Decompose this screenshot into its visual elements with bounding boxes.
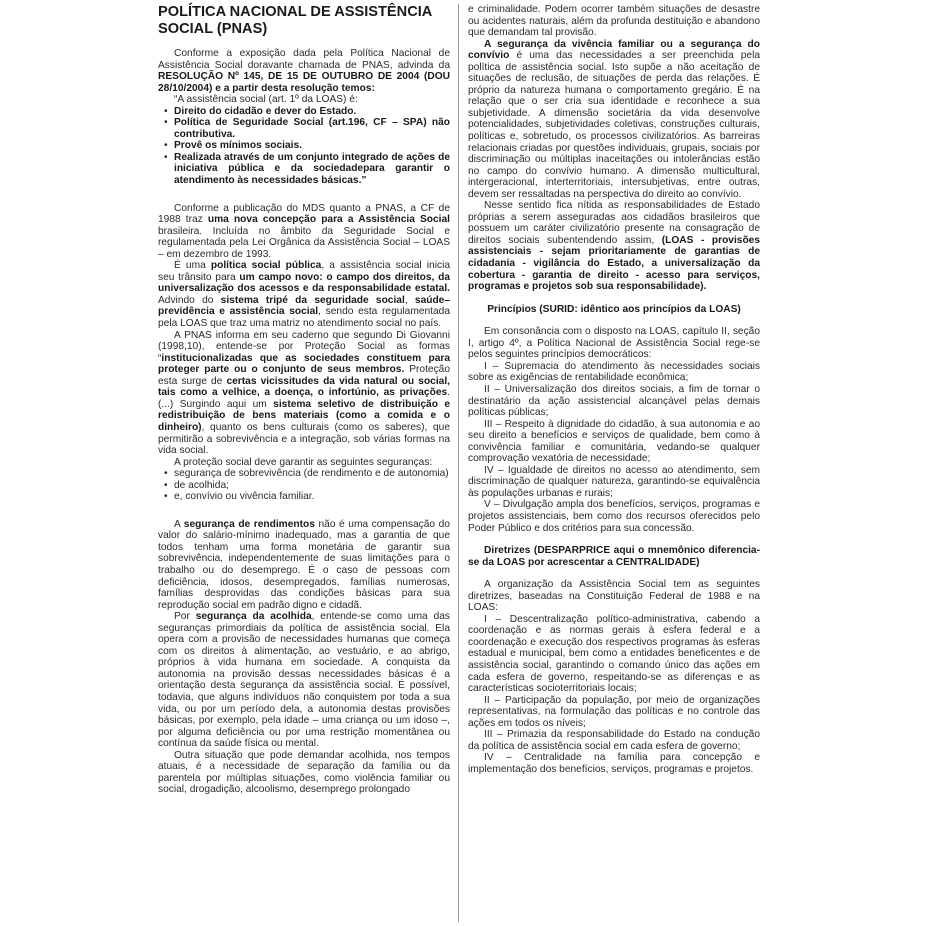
- quote-item: • Política de Seguridade Social (art.196, CF – SPA) não contributiva.: [174, 117, 450, 140]
- diretriz-item: I – Descentralização político-administrativa, cabendo a coordenação e as normas gerais à esfera federal e a coordenação e execução dos respectivos programas às esferas estadual e municipal, bem como a entidades beneficentes e de assistência social, garantindo o comando único das ações em cada esfera de governo, respeitando-se as diferenças e as características socioterritoriais locais;: [468, 613, 760, 695]
- paragraph-politica-publica: É uma política social pública, a assistência social inicia seu trânsito para um campo novo: o campo dos direitos, da universalização dos acessos e da responsabilidade estatal. Advindo do sistema tripé da seguridade social, saúde–previdência e assistência social, sendo esta regulamentada pela LOAS que traz uma matriz no atendimento social no país.: [158, 260, 451, 330]
- intro-paragraph: [158, 48, 450, 94]
- paragraph-diretrizes-intro: A organização da Assistência Social tem as seguintes diretrizes, baseadas na Constituição Federal de 1988 e na LOAS:: [468, 579, 760, 614]
- heading-principios: Princípios (SURID: idêntico aos princípios da LOAS): [487, 303, 741, 315]
- paragraph-criminalidade: e criminalidade. Podem ocorrer também situações de desastre ou acidentes naturais, além da profunda destituição e abandono que demandam tal provisão.: [468, 4, 760, 39]
- quote-item: • Realizada através de um conjunto integrado de ações de iniciativa pública e da sociedadepara garantir o atendimento às necessidades básicas.”: [174, 152, 450, 187]
- right-column: [468, 4, 760, 775]
- principio-item: IV – Igualdade de direitos no acesso ao atendimento, sem discriminação de qualquer natureza, garantindo-se equivalência às populações urbanas e rurais;: [468, 464, 760, 499]
- segurancas-list: [158, 468, 450, 503]
- paragraph-segurancas: A proteção social deve garantir as seguintes seguranças:: [174, 456, 433, 468]
- heading-diretrizes: Diretrizes (DESPARPRICE aqui o mnemônico diferencia-se da LOAS por acrescentar a CENTRALIDADE): [468, 545, 760, 568]
- paragraph-acolhida: Por segurança da acolhida, entende-se como uma das seguranças primordiais da política de assistência social. Ela opera com a provisão de necessidades humanas que começa com os direitos à alimentação, ao vestuário, e ao abrigo, próprios à vida humana em sociedade. A conquista da autonomia na provisão dessas necessidades básicas é a orientação desta segurança da assistência social. É possível, todavia, que alguns indivíduos não conquistem por toda a sua vida, ou por um período dela, a autonomia destas provisões básicas, por exemplo, pela idade – uma criança ou um idoso –, por alguma deficiência ou por uma restrição momentânea ou contínua da saúde física ou mental.: [158, 611, 450, 750]
- principio-item: II – Universalização dos direitos sociais, a fim de tornar o destinatário da ação assistencial alcançável pelas demais políticas públicas;: [468, 383, 760, 419]
- diretriz-item: IV – Centralidade na família para concepção e implementação dos benefícios, serviços, programas e projetos.: [468, 752, 760, 775]
- quote-item: • Provê os mínimos sociais.: [174, 140, 450, 152]
- document-title: POLÍTICA NACIONAL DE ASSISTÊNCIA SOCIAL (PNAS): [158, 4, 432, 37]
- seguranca-item: • segurança de sobrevivência (de rendimento e de autonomia): [174, 468, 450, 480]
- intro-text: Conforme a exposição dada pela Política Nacional de Assistência Social doravante chamada de PNAS, advinda da: [158, 48, 450, 71]
- principio-item: III – Respeito à dignidade do cidadão, à sua autonomia e ao seu direito a benefícios e serviços de qualidade, bem como à convivência familiar e comunitária, vedando-se qualquer comprovação vexatória de necessidade;: [468, 418, 760, 465]
- diretriz-item: III – Primazia da responsabilidade do Estado na condução da política de assistência social em cada esfera de governo;: [468, 729, 760, 752]
- principio-item: I – Supremacia do atendimento às necessidades sociais sobre as exigências de rentabilidade econômica;: [468, 360, 760, 384]
- paragraph-convivio: A segurança da vivência familiar ou a segurança do convívio é uma das necessidades a ser preenchida pela política de assistência social. Isto supõe a não aceitação de situações de reclusão, de situações de perda das relações. É próprio da natureza humana o comportamento gregário. É na relação que o ser cria sua identidade e reconhece a sua subjetividade. A dimensão societária da vida desenvolve potencialidades, subjetividades coletivas, construções culturais, políticas e, sobretudo, os processos civilizatórios. As barreiras relacionais criadas por questões individuais, grupais, sociais por discriminação ou múltiplas inaceitações ou intolerâncias estão no campo do convívio humano. A dimensão multicultural, intergeracional, interterritoriais, intersubjetivas, entre outras, devem ser ressaltadas na perspectiva do direito ao convívio.: [468, 38, 760, 200]
- resolution-reference: RESOLUÇÃO Nº 145, DE 15 DE OUTUBRO DE 2004 (DOU 28/10/2004) e a partir desta resolução temos:: [158, 71, 450, 94]
- quote-item: • Direito do cidadão e dever do Estado.: [174, 106, 450, 118]
- quote-intro: “A assistência social (art. 1º da LOAS) é:: [174, 94, 358, 106]
- paragraph-protecao-social: A PNAS informa em seu caderno que segundo Di Giovanni (1998,10), entende-se por Proteção Social as formas “institucionalizadas que as sociedades constituem para proteger parte ou o conjunto de seus membros. Proteção esta surge de certas vicissitudes da vida natural ou social, tais como a velhice, a doença, o infortúnio, as privações. (...) Surgindo aqui um sistema seletivo de distribuição e redistribuição de bens materiais (como a comida e o dinheiro), quanto os bens culturais (como os saberes), que permitirão a sobrevivência e a integração, sob várias formas na vida social.: [158, 329, 451, 457]
- paragraph-responsabilidades: Nesse sentido fica nítida as responsabilidades de Estado próprias a serem asseguradas aos cidadãos brasileiros que possuem um caráter civilizatório presente na consagração de direitos sociais subentendendo assim, (LOAS - provisões assistenciais - sejam prioritariamente de garantias de cidadania - vigilância do Estado, a universalização da cobertura - garantia de direito - acesso para serviços, programas e projetos sob sua responsabilidade).: [468, 200, 761, 293]
- left-column: [158, 4, 459, 922]
- paragraph-rendimentos: A segurança de rendimentos não é uma compensação do valor do salário-mínimo inadequado, mas a garantia de que todos tenham uma forma monetária de garantir sua sobrevivência, independentemente de suas limitações para o trabalho ou do desemprego. É o caso de pessoas com deficiência, idosos, desempregados, famílias numerosas, famílias desprovidas das condições básicas para sua reprodução social em padrão digno e cidadã.: [158, 518, 450, 611]
- quote-list: [158, 106, 450, 187]
- seguranca-item: • e, convívio ou vivência familiar.: [174, 491, 450, 503]
- seguranca-item: • de acolhida;: [174, 480, 450, 492]
- paragraph-principios-intro: Em consonância com o disposto na LOAS, capítulo II, seção I, artigo 4º, a Política Nacional de Assistência Social rege-se pelos seguintes princípios democráticos:: [468, 326, 760, 361]
- diretriz-item: II – Participação da população, por meio de organizações representativas, na formulação das políticas e no controle das ações em todos os níveis;: [468, 694, 760, 729]
- principio-item: V – Divulgação ampla dos benefícios, serviços, programas e projetos assistenciais, bem como dos recursos oferecidos pelo Poder Público e dos critérios para sua concessão.: [468, 499, 760, 534]
- paragraph-outra-situacao: Outra situação que pode demandar acolhida, nos tempos atuais, é a necessidade de separação da família ou da parentela por múltiplas situações, como violência familiar ou social, drogadição, alcoolismo, desemprego prolongado: [158, 749, 450, 796]
- paragraph-mds: Conforme a publicação do MDS quanto a PNAS, a CF de 1988 traz uma nova concepção para a Assistência Social brasileira. Incluída no âmbito da Seguridade Social e regulamentada pela Lei Orgânica da Assistência Social – LOAS – em dezembro de 1993.: [158, 202, 450, 260]
